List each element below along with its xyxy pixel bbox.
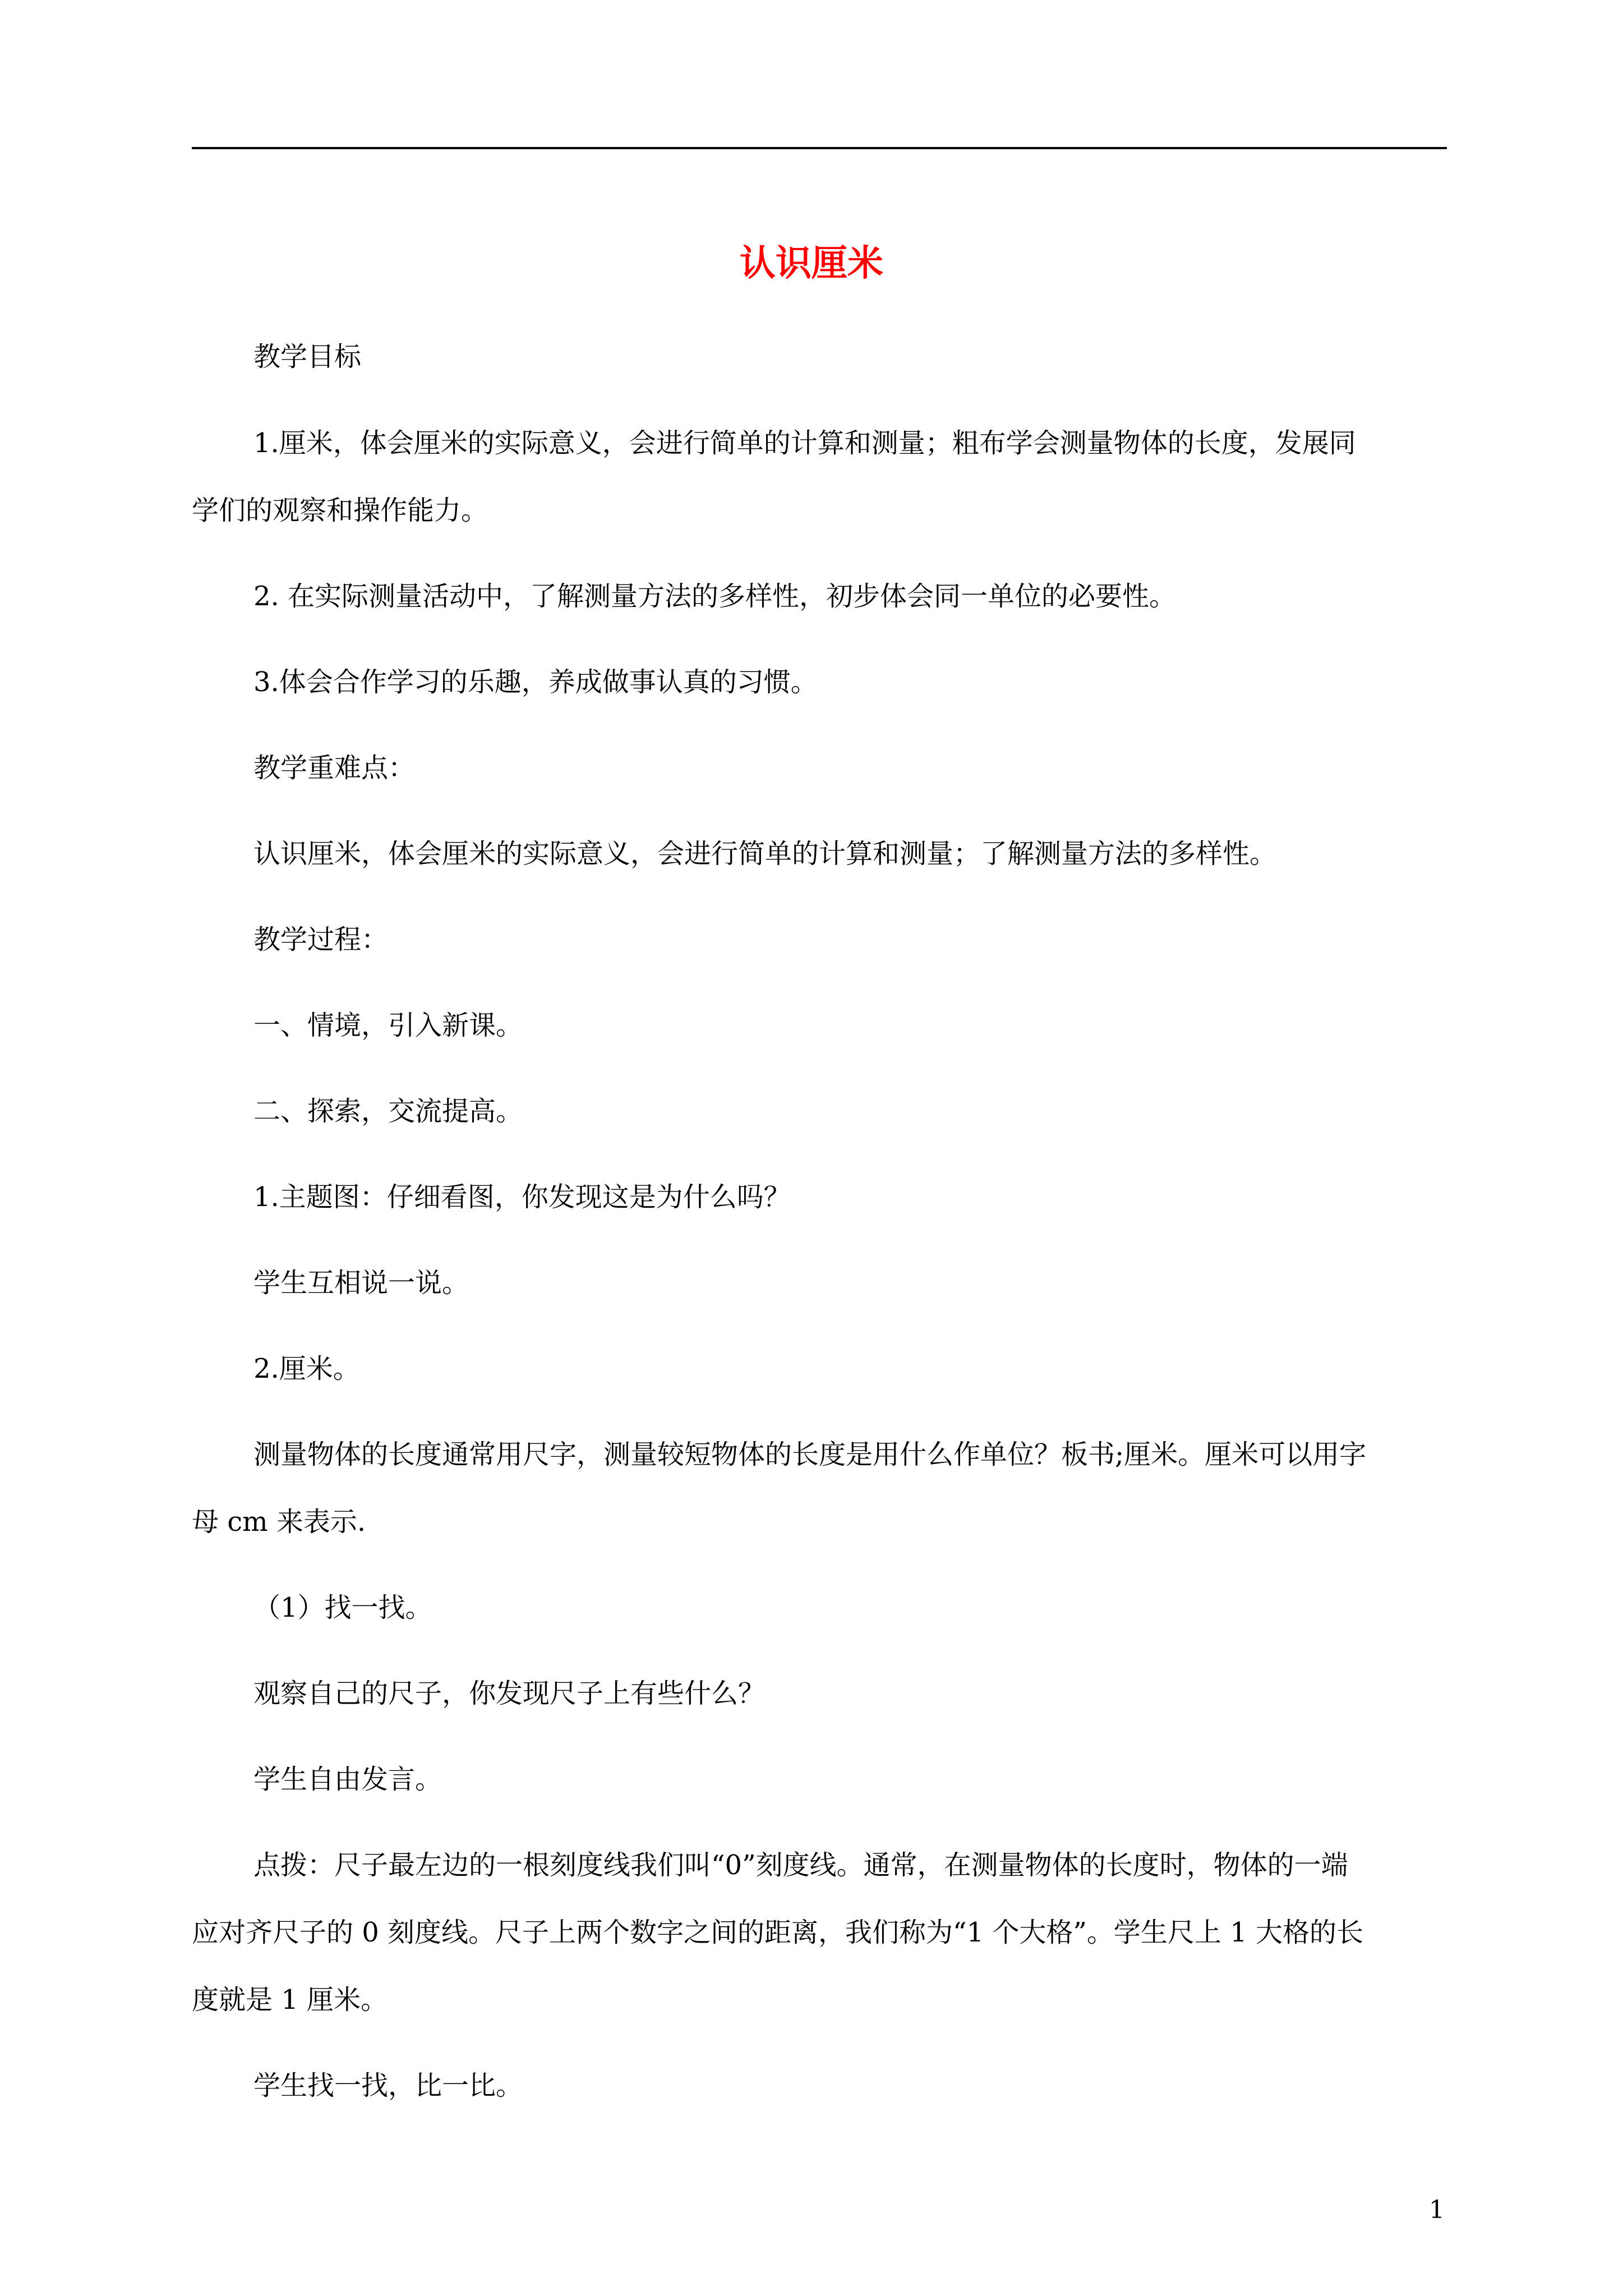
header-rule bbox=[192, 147, 1447, 149]
guidance-line-2: 应对齐尺子的 0 刻度线。尺子上两个数字之间的距离，我们称为“1 个大格”。学生尺上 1 大格的长 bbox=[192, 1917, 1363, 1948]
students-discuss: 学生互相说一说。 bbox=[253, 1267, 469, 1299]
theme-image-question: 1.主题图：仔细看图，你发现这是为什么吗？ bbox=[253, 1181, 791, 1213]
section-heading-objectives: 教学目标 bbox=[253, 341, 362, 372]
process-step-1: 一、情境，引入新课。 bbox=[253, 1010, 523, 1041]
students-speak: 学生自由发言。 bbox=[253, 1764, 442, 1795]
section-heading-key-points: 教学重难点： bbox=[253, 752, 416, 784]
students-compare: 学生找一找，比一比。 bbox=[253, 2070, 523, 2101]
objective-1-line-2: 学们的观察和操作能力。 bbox=[192, 495, 488, 526]
measurement-unit-line-2: 母 cm 来表示. bbox=[192, 1506, 366, 1538]
find-it-heading: （1）找一找。 bbox=[253, 1592, 432, 1623]
objective-3: 3.体会合作学习的乐趣，养成做事认真的习惯。 bbox=[253, 666, 818, 698]
objective-2: 2. 在实际测量活动中，了解测量方法的多样性，初步体会同一单位的必要性。 bbox=[253, 581, 1177, 612]
objective-1-line-1: 1.厘米，体会厘米的实际意义，会进行简单的计算和测量；粗布学会测量物体的长度，发展同 bbox=[253, 427, 1356, 459]
section-heading-process: 教学过程： bbox=[253, 924, 389, 955]
key-points-text: 认识厘米，体会厘米的实际意义，会进行简单的计算和测量；了解测量方法的多样性。 bbox=[253, 838, 1277, 869]
guidance-line-3: 度就是 1 厘米。 bbox=[192, 1984, 388, 2016]
observe-ruler: 观察自己的尺子，你发现尺子上有些什么？ bbox=[253, 1678, 766, 1709]
guidance-line-1: 点拨：尺子最左边的一根刻度线我们叫“0”刻度线。通常，在测量物体的长度时，物体的一端 bbox=[253, 1849, 1348, 1881]
centimeter-heading: 2.厘米。 bbox=[253, 1353, 360, 1384]
document-title: 认识厘米 bbox=[740, 243, 883, 284]
page-number: 1 bbox=[1429, 2196, 1445, 2224]
process-step-2: 二、探索，交流提高。 bbox=[253, 1096, 523, 1127]
measurement-unit-line-1: 测量物体的长度通常用尺字，测量较短物体的长度是用什么作单位？板书;厘米。厘米可以用字 bbox=[253, 1439, 1367, 1470]
